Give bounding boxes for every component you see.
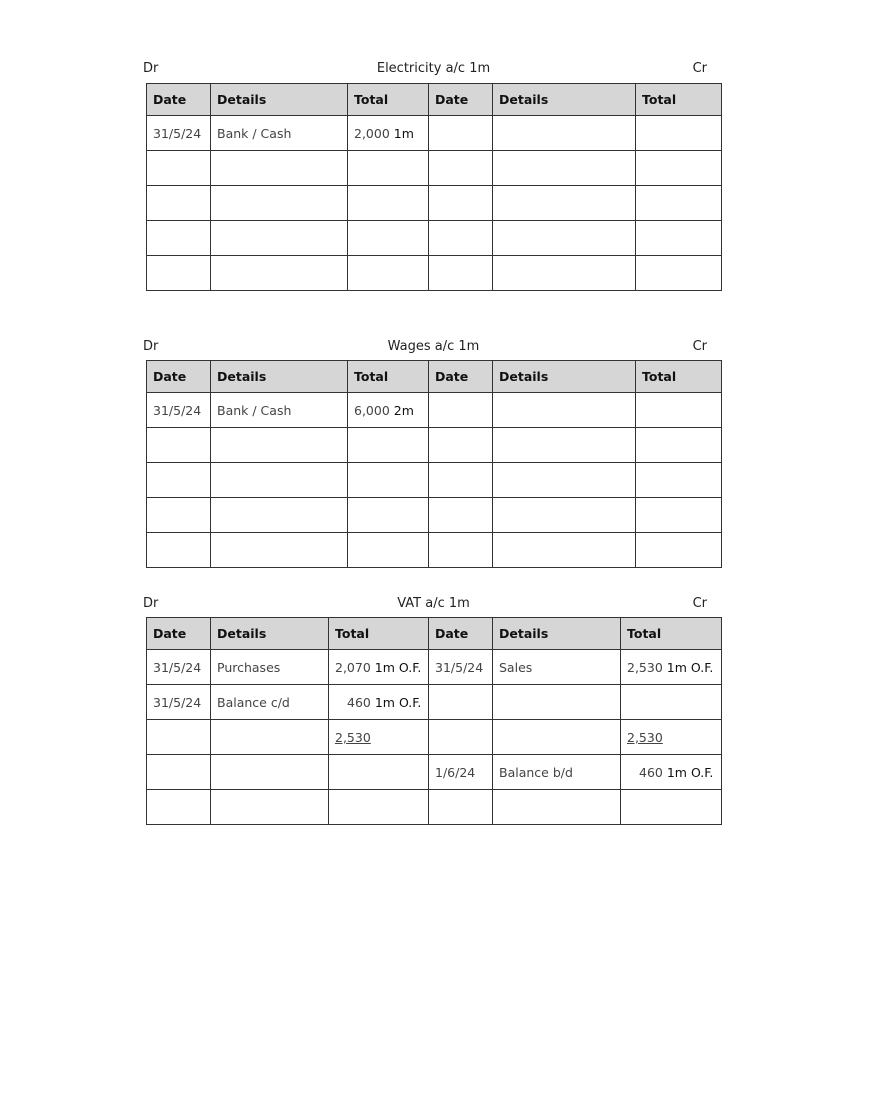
cr-date-cell bbox=[429, 533, 493, 568]
column-header-dr-details: Details bbox=[211, 84, 348, 116]
dr-date-cell: 31/5/24 bbox=[147, 685, 211, 720]
debit-label: Dr bbox=[143, 596, 159, 611]
dr-total-cell bbox=[329, 720, 429, 755]
dr-date-cell bbox=[147, 533, 211, 568]
dr-date-cell bbox=[147, 463, 211, 498]
debit-label: Dr bbox=[143, 339, 159, 354]
vat-account-header bbox=[143, 596, 721, 616]
cr-total-value: 2,530 bbox=[627, 659, 663, 675]
cr-details-cell bbox=[493, 685, 621, 720]
dr-total-cell bbox=[348, 463, 429, 498]
dr-total-cell bbox=[348, 116, 429, 151]
dr-details-cell bbox=[211, 221, 348, 256]
table-row bbox=[147, 790, 722, 825]
table-row bbox=[147, 720, 722, 755]
cr-date-cell bbox=[429, 393, 493, 428]
cr-date-cell: 31/5/24 bbox=[429, 650, 493, 685]
wages-account bbox=[143, 339, 721, 418]
table-row bbox=[147, 116, 722, 151]
column-header-cr-date: Date bbox=[429, 361, 493, 393]
table-row bbox=[147, 186, 722, 221]
ledger-table bbox=[146, 617, 722, 825]
mark-annotation: 1m O.F. bbox=[374, 659, 422, 675]
debit-label: Dr bbox=[143, 61, 159, 76]
dr-details-cell bbox=[211, 256, 348, 291]
cr-date-cell bbox=[429, 720, 493, 755]
table-row bbox=[147, 533, 722, 568]
vat-account bbox=[143, 596, 721, 780]
credit-label: Cr bbox=[692, 61, 707, 76]
cr-total-value: 2,530 bbox=[627, 729, 663, 745]
cr-details-cell bbox=[493, 151, 636, 186]
column-header-cr-date: Date bbox=[429, 84, 493, 116]
cr-details-cell: Balance b/d bbox=[493, 755, 621, 790]
cr-date-cell bbox=[429, 256, 493, 291]
dr-date-cell bbox=[147, 498, 211, 533]
dr-date-cell bbox=[147, 151, 211, 186]
column-header-cr-total: Total bbox=[636, 84, 722, 116]
cr-details-cell bbox=[493, 720, 621, 755]
dr-details-cell bbox=[211, 463, 348, 498]
cr-total-cell bbox=[636, 256, 722, 291]
table-row bbox=[147, 256, 722, 291]
dr-total-cell bbox=[348, 393, 429, 428]
table-row bbox=[147, 650, 722, 685]
dr-details-cell bbox=[211, 790, 329, 825]
cr-details-cell bbox=[493, 533, 636, 568]
cr-total-cell bbox=[621, 685, 722, 720]
credit-label: Cr bbox=[692, 339, 707, 354]
dr-details-cell: Bank / Cash bbox=[211, 116, 348, 151]
dr-total-value: 460 bbox=[347, 694, 371, 710]
dr-total-value: 2,530 bbox=[335, 729, 371, 745]
cr-details-cell: Sales bbox=[493, 650, 621, 685]
account-title: Wages a/c 1m bbox=[387, 339, 480, 354]
dr-details-cell: Purchases bbox=[211, 650, 329, 685]
cr-total-cell bbox=[621, 650, 722, 685]
dr-details-cell bbox=[211, 533, 348, 568]
column-header-dr-total: Total bbox=[329, 618, 429, 650]
table-row bbox=[147, 393, 722, 428]
column-header-dr-date: Date bbox=[147, 361, 211, 393]
cr-total-cell bbox=[636, 221, 722, 256]
wages-account-header bbox=[143, 339, 721, 359]
electricity-account-header bbox=[143, 61, 721, 81]
cr-total-cell bbox=[621, 790, 722, 825]
cr-details-cell bbox=[493, 498, 636, 533]
cr-total-value: 460 bbox=[639, 764, 663, 780]
dr-total-cell bbox=[329, 755, 429, 790]
dr-date-cell bbox=[147, 720, 211, 755]
dr-date-cell: 31/5/24 bbox=[147, 393, 211, 428]
cr-details-cell bbox=[493, 186, 636, 221]
dr-total-cell bbox=[348, 498, 429, 533]
dr-details-cell bbox=[211, 720, 329, 755]
cr-date-cell bbox=[429, 428, 493, 463]
dr-details-cell: Bank / Cash bbox=[211, 393, 348, 428]
dr-details-cell: Balance c/d bbox=[211, 685, 329, 720]
table-row bbox=[147, 498, 722, 533]
dr-total-cell bbox=[348, 186, 429, 221]
cr-total-cell bbox=[636, 151, 722, 186]
cr-details-cell bbox=[493, 221, 636, 256]
cr-date-cell bbox=[429, 151, 493, 186]
cr-date-cell bbox=[429, 186, 493, 221]
cr-total-cell bbox=[636, 186, 722, 221]
column-header-dr-date: Date bbox=[147, 84, 211, 116]
mark-annotation: 1m O.F. bbox=[374, 694, 422, 710]
dr-total-cell bbox=[348, 221, 429, 256]
dr-total-cell bbox=[329, 650, 429, 685]
column-header-cr-details: Details bbox=[493, 618, 621, 650]
table-row bbox=[147, 685, 722, 720]
dr-total-cell bbox=[348, 256, 429, 291]
dr-total-value: 2,070 bbox=[335, 659, 371, 675]
cr-details-cell bbox=[493, 790, 621, 825]
cr-total-cell bbox=[636, 498, 722, 533]
cr-total-cell bbox=[636, 428, 722, 463]
cr-total-cell bbox=[636, 393, 722, 428]
dr-date-cell: 31/5/24 bbox=[147, 116, 211, 151]
dr-total-cell bbox=[348, 151, 429, 186]
column-header-cr-date: Date bbox=[429, 618, 493, 650]
column-header-cr-total: Total bbox=[636, 361, 722, 393]
dr-total-cell bbox=[329, 685, 429, 720]
cr-date-cell bbox=[429, 790, 493, 825]
dr-total-cell bbox=[348, 533, 429, 568]
ledger-table bbox=[146, 83, 722, 291]
column-header-dr-total: Total bbox=[348, 361, 429, 393]
cr-details-cell bbox=[493, 463, 636, 498]
cr-total-cell bbox=[621, 755, 722, 790]
account-title: VAT a/c 1m bbox=[397, 596, 470, 611]
cr-details-cell bbox=[493, 393, 636, 428]
cr-details-cell bbox=[493, 256, 636, 291]
mark-annotation: 2m bbox=[393, 402, 414, 418]
table-row bbox=[147, 428, 722, 463]
column-header-dr-details: Details bbox=[211, 618, 329, 650]
column-header-cr-details: Details bbox=[493, 84, 636, 116]
cr-date-cell bbox=[429, 116, 493, 151]
cr-date-cell bbox=[429, 685, 493, 720]
dr-total-value: 2,000 bbox=[354, 125, 390, 141]
dr-details-cell bbox=[211, 186, 348, 221]
dr-date-cell bbox=[147, 755, 211, 790]
table-header-row bbox=[147, 84, 722, 116]
dr-details-cell bbox=[211, 428, 348, 463]
dr-date-cell bbox=[147, 256, 211, 291]
dr-details-cell bbox=[211, 755, 329, 790]
column-header-dr-details: Details bbox=[211, 361, 348, 393]
column-header-dr-date: Date bbox=[147, 618, 211, 650]
dr-total-cell bbox=[348, 428, 429, 463]
ledger-table bbox=[146, 360, 722, 568]
table-header-row bbox=[147, 361, 722, 393]
table-row bbox=[147, 221, 722, 256]
dr-total-value: 6,000 bbox=[354, 402, 390, 418]
mark-annotation: 1m bbox=[393, 125, 414, 141]
dr-total-cell bbox=[329, 790, 429, 825]
table-row bbox=[147, 463, 722, 498]
table-row bbox=[147, 151, 722, 186]
dr-date-cell bbox=[147, 221, 211, 256]
dr-date-cell: 31/5/24 bbox=[147, 650, 211, 685]
column-header-cr-details: Details bbox=[493, 361, 636, 393]
column-header-cr-total: Total bbox=[621, 618, 722, 650]
dr-details-cell bbox=[211, 151, 348, 186]
dr-date-cell bbox=[147, 186, 211, 221]
account-title: Electricity a/c 1m bbox=[376, 61, 491, 76]
cr-details-cell bbox=[493, 428, 636, 463]
mark-annotation: 1m O.F. bbox=[666, 764, 714, 780]
cr-details-cell bbox=[493, 116, 636, 151]
cr-total-cell bbox=[621, 720, 722, 755]
cr-date-cell: 1/6/24 bbox=[429, 755, 493, 790]
column-header-dr-total: Total bbox=[348, 84, 429, 116]
table-row bbox=[147, 755, 722, 790]
table-header-row bbox=[147, 618, 722, 650]
dr-date-cell bbox=[147, 790, 211, 825]
cr-date-cell bbox=[429, 498, 493, 533]
electricity-account bbox=[143, 61, 721, 141]
cr-date-cell bbox=[429, 463, 493, 498]
cr-total-cell bbox=[636, 533, 722, 568]
dr-date-cell bbox=[147, 428, 211, 463]
credit-label: Cr bbox=[692, 596, 707, 611]
cr-date-cell bbox=[429, 221, 493, 256]
mark-annotation: 1m O.F. bbox=[666, 659, 714, 675]
cr-total-cell bbox=[636, 463, 722, 498]
cr-total-cell bbox=[636, 116, 722, 151]
dr-details-cell bbox=[211, 498, 348, 533]
